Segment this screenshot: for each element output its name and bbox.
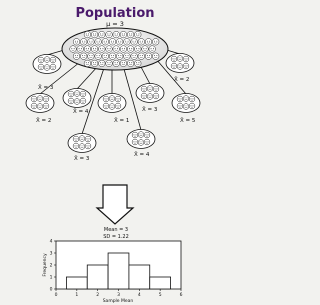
face-icon [31,96,37,102]
face-icon [152,53,159,60]
face-icon [127,46,134,53]
sample-group [127,130,155,159]
face-icon [50,57,56,63]
face-icon [80,91,86,97]
face-icon [95,53,102,60]
sample-group [166,54,194,84]
face-icon [177,56,183,62]
sample-mean-label: X̄ = 4 [73,109,89,115]
face-icon [106,60,113,67]
y-tick-label: 2 [49,263,53,269]
face-icon [131,39,138,46]
face-icon [147,86,153,92]
face-icon [109,96,115,102]
face-icon [80,98,86,104]
histogram-bar [108,253,129,289]
sample-group [68,134,96,163]
face-icon [177,96,183,102]
sample-group [26,94,54,125]
face-icon [127,31,134,38]
face-icon [91,60,98,67]
sample-mean-label: X̄ = 1 [114,118,130,124]
y-tick-label: 4 [49,239,53,245]
face-icon [70,46,77,53]
face-icon [116,39,123,46]
face-icon [120,31,127,38]
face-icon [79,136,85,142]
down-arrow-icon [97,185,133,224]
population-mean-label: μ = 3 [106,20,124,28]
face-icon [106,31,113,38]
face-icon [84,31,91,38]
face-icon [73,136,79,142]
face-icon [88,39,95,46]
face-icon [145,53,152,60]
face-icon [147,94,153,100]
face-icon [37,96,43,102]
face-icon [120,60,127,67]
face-icon [152,39,159,46]
face-icon [43,103,49,109]
face-icon [115,96,121,102]
y-tick-label: 1 [49,275,53,281]
face-icon [103,103,109,109]
face-icon [74,99,80,105]
face-icon [85,143,91,149]
face-icon [109,53,116,60]
face-icon [153,86,159,92]
face-icon [177,103,183,109]
face-icon [171,63,177,69]
face-icon [189,96,195,102]
y-tick-label: 3 [49,251,53,257]
histogram-x-axis-label: Sample Mean [102,299,134,304]
sample-mean-label: X̄ = 3 [74,156,90,162]
sample-group [63,89,91,116]
face-icon [113,60,120,67]
face-icon [38,57,44,63]
sample-group [33,55,61,92]
face-icon [145,39,152,46]
face-icon [135,31,142,38]
face-icon [95,39,102,46]
face-icon [74,91,80,97]
x-tick-label: 6 [179,293,183,298]
face-icon [127,60,134,67]
sample-group [172,94,200,125]
x-tick-label: 0 [54,293,58,298]
population-title: Population [75,6,155,21]
x-tick-label: 1 [75,293,79,298]
face-icon [113,31,120,38]
face-icon [68,98,74,104]
face-icon [189,103,195,109]
face-icon [73,143,79,149]
face-icon [44,65,50,71]
face-icon [99,31,106,38]
face-icon [73,53,80,60]
face-icon [91,31,98,38]
face-icon [124,53,131,60]
face-icon [153,93,159,99]
face-icon [109,104,115,110]
face-icon [144,132,150,138]
face-icon [44,57,50,63]
sample-mean-label: X̄ = 3 [38,85,54,91]
face-icon [141,86,147,92]
face-icon [73,39,80,46]
face-icon [142,46,149,53]
sample-group [98,94,129,125]
face-icon [135,46,142,53]
face-icon [138,140,144,146]
face-icon [149,46,156,53]
x-tick-label: 2 [96,293,100,298]
face-icon [88,53,95,60]
face-icon [183,56,189,62]
y-tick-label: 0 [49,287,53,293]
face-icon [113,46,120,53]
histogram-mean-label: Mean = 3 [103,227,129,233]
face-icon [80,53,87,60]
histogram-sd-label: SD = 1.22 [103,234,129,240]
face-icon [38,64,44,70]
face-icon [91,46,98,53]
face-icon [138,53,145,60]
face-icon [183,63,189,69]
x-tick-label: 5 [158,293,162,298]
face-icon [37,104,43,110]
face-icon [31,103,37,109]
face-icon [99,60,106,67]
face-icon [85,136,91,142]
face-icon [109,39,116,46]
face-icon [177,64,183,70]
face-icon [50,64,56,70]
connector-line [77,66,98,89]
face-icon [132,139,138,145]
histogram-bar [87,265,108,289]
face-icon [135,60,142,67]
histogram-bar [150,277,171,289]
face-icon [84,60,91,67]
histogram-bar [66,277,87,289]
face-icon [138,39,145,46]
face-icon [144,139,150,145]
face-icon [79,144,85,150]
x-tick-label: 4 [137,293,141,298]
face-icon [124,39,131,46]
sample-group [136,84,164,114]
face-icon [106,46,113,53]
face-icon [183,104,189,110]
face-icon [141,93,147,99]
face-icon [132,132,138,138]
face-icon [120,46,127,53]
face-icon [116,53,123,60]
sample-mean-label: X̄ = 2 [174,77,190,83]
histogram-y-axis-label: Frequency [43,253,48,277]
sample-mean-label: X̄ = 3 [142,107,158,113]
sample-mean-label: X̄ = 2 [36,118,52,124]
histogram-bar [129,265,150,289]
face-icon [99,46,106,53]
face-icon [183,96,189,102]
face-icon [80,39,87,46]
x-tick-label: 3 [117,293,120,298]
face-icon [102,53,109,60]
face-icon [138,132,144,138]
face-icon [102,39,109,46]
face-icon [68,91,74,97]
sample-mean-label: X̄ = 5 [180,118,196,124]
sample-mean-label: X̄ = 4 [134,152,150,158]
face-icon [43,96,49,102]
face-icon [84,46,91,53]
face-icon [171,56,177,62]
face-icon [103,96,109,102]
face-icon [115,103,121,109]
connector-line [140,65,150,84]
face-icon [131,53,138,60]
face-icon [77,46,84,53]
